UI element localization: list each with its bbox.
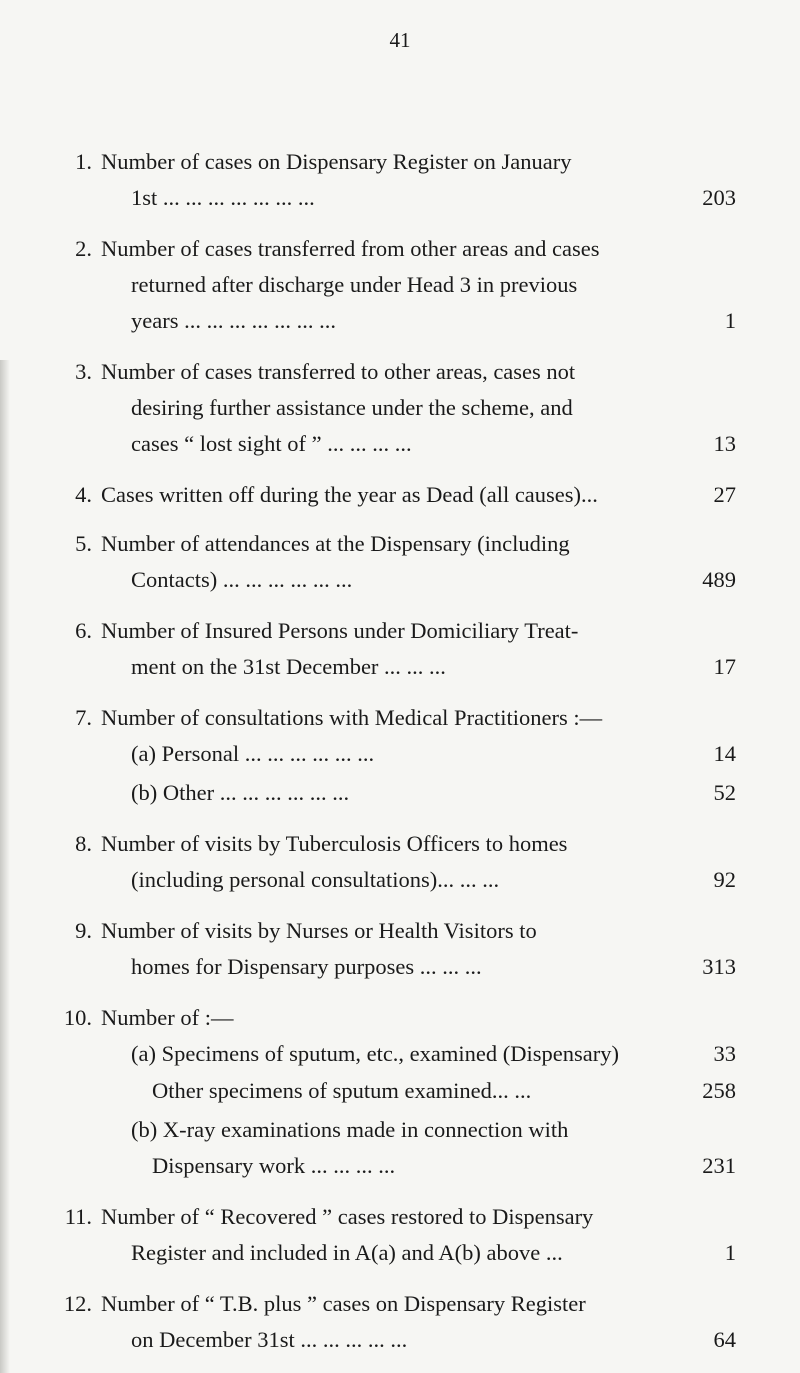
item-value: 489 [702, 567, 736, 592]
item-text-line: Number of “ T.B. plus ” cases on Dispensary Register [101, 1291, 586, 1316]
item-text-line: Number of cases transferred to other areas, cases not [101, 359, 576, 384]
item-text-line: desiring further assistance under the scheme, and [131, 395, 573, 420]
item-text-line: returned after discharge under Head 3 in previous [131, 272, 578, 297]
item-value: 203 [702, 185, 736, 210]
item-text-line: 1st ... ... ... ... ... ... ... [131, 185, 315, 210]
item-number: 4. [75, 482, 92, 507]
item-number: 8. [75, 831, 92, 856]
item-number: 9. [75, 918, 92, 943]
item-text-line: Number of :— [101, 1005, 234, 1030]
item-value: 27 [713, 482, 736, 507]
item-text-line: Number of visits by Nurses or Health Visitors to [101, 918, 537, 943]
item-value: 17 [713, 654, 736, 679]
item-number: 5. [75, 531, 92, 556]
page-binding-shadow [0, 360, 10, 1373]
item-text-line: homes for Dispensary purposes ... ... ... [131, 954, 482, 979]
item-text-line: on December 31st ... ... ... ... ... [131, 1327, 408, 1352]
item-number: 11. [64, 1204, 92, 1229]
item-value: 313 [702, 954, 736, 979]
item-number: 6. [75, 618, 92, 643]
item-text-line: years ... ... ... ... ... ... ... [131, 308, 336, 333]
item-text-line: Number of attendances at the Dispensary (including [101, 531, 570, 556]
sub-item-value: 52 [713, 780, 736, 805]
item-number: 7. [75, 705, 92, 730]
item-number: 1. [75, 149, 92, 174]
item-text-line: cases “ lost sight of ” ... ... ... ... [131, 431, 412, 456]
sub-item-value: 258 [702, 1078, 736, 1103]
item-value: 92 [713, 867, 736, 892]
item-number: 12. [63, 1291, 92, 1316]
item-text-line: Number of cases transferred from other areas and cases [101, 236, 600, 261]
sub-item-value: 231 [702, 1153, 736, 1178]
sub-item-value: 14 [713, 741, 736, 766]
item-number: 10. [63, 1005, 92, 1030]
item-text-line: ment on the 31st December ... ... ... [131, 654, 446, 679]
item-text-line: Number of visits by Tuberculosis Officers to homes [101, 831, 568, 856]
sub-item-text: (a) Personal ... ... ... ... ... ... [131, 741, 375, 766]
sub-item-text: Dispensary work ... ... ... ... [152, 1153, 396, 1178]
item-text-line: Number of consultations with Medical Practitioners :— [101, 705, 603, 730]
item-text-line: Number of cases on Dispensary Register on January [101, 149, 572, 174]
item-value: 13 [713, 431, 736, 456]
sub-item-text: (a) Specimens of sputum, etc., examined (Dispensary) [131, 1041, 619, 1066]
item-number: 2. [75, 236, 92, 261]
sub-item-text: (b) Other ... ... ... ... ... ... [131, 780, 350, 805]
item-value: 1 [724, 308, 736, 333]
item-text-line: Number of “ Recovered ” cases restored to Dispensary [101, 1204, 594, 1229]
item-text-line: Contacts) ... ... ... ... ... ... [131, 567, 353, 592]
item-value: 1 [724, 1240, 736, 1265]
item-text-line: Register and included in A(a) and A(b) above ... [131, 1240, 563, 1265]
sub-item-text: Other specimens of sputum examined... ... [152, 1078, 532, 1103]
item-text-line: Number of Insured Persons under Domiciliary Treat- [101, 618, 579, 643]
item-number: 3. [75, 359, 92, 384]
sub-item-value: 33 [713, 1041, 736, 1066]
item-text-line: (including personal consultations)... ... ... [131, 867, 500, 892]
item-text-line: Cases written off during the year as Dead (all causes)... [101, 482, 598, 507]
item-value: 64 [713, 1327, 736, 1352]
sub-item-text: (b) X-ray examinations made in connection with [131, 1117, 569, 1142]
page-number: 41 [389, 28, 411, 52]
